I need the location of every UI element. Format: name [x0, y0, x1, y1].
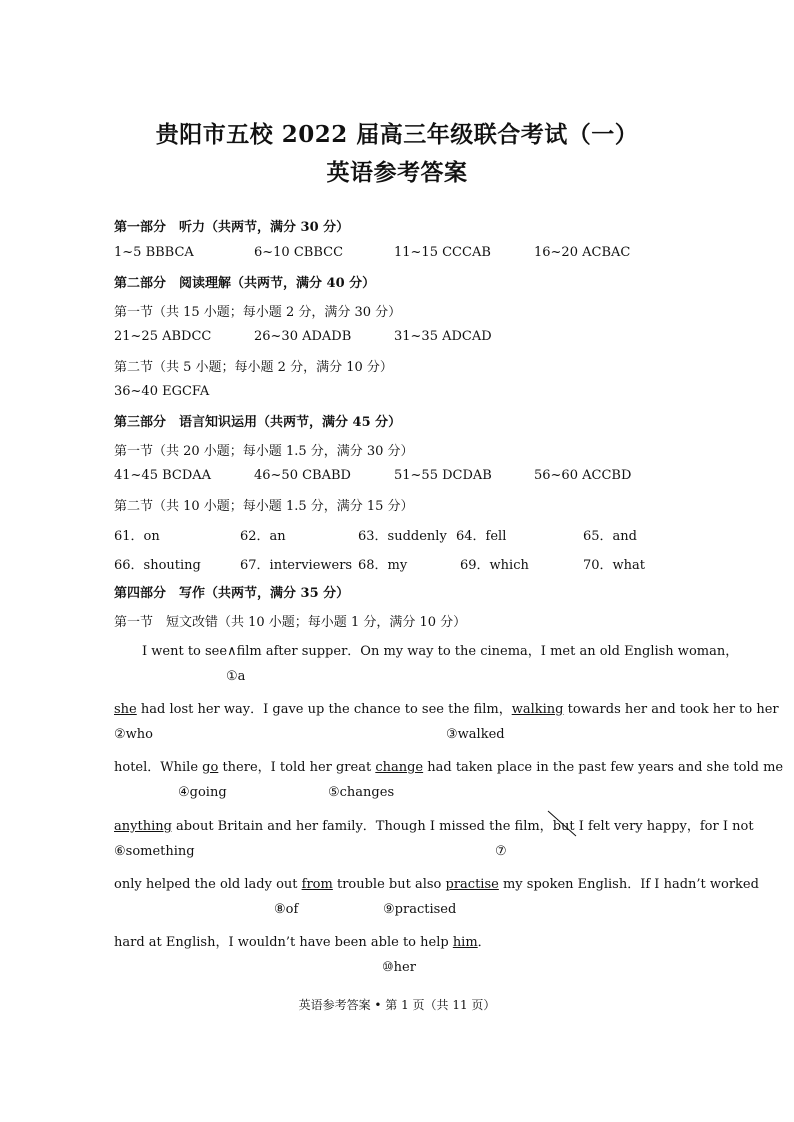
grammar-answer: 69．which [460, 558, 529, 573]
correction-1: ①a [226, 669, 246, 684]
correction-9: ⑨practised [383, 902, 457, 917]
answer-group: 11~15 CCCAB [394, 245, 491, 260]
error-word: from [301, 877, 333, 892]
part3-header: 第三部分 语言知识运用（共两节，满分 45 分） [114, 415, 402, 430]
error-word: practise [445, 877, 499, 892]
grammar-answer: 64．fell [456, 529, 507, 544]
passage-text: hotel．While [114, 760, 203, 775]
grammar-answer: 65．and [583, 529, 637, 544]
grammar-answer: 66．shouting [114, 558, 201, 573]
title-line-2: 英语参考答案 [326, 159, 468, 186]
correction-7: ⑦ [495, 844, 507, 859]
passage-text: had lost her way．I gave up the chance to see the film， [136, 702, 512, 717]
grammar-answer: 70．what [583, 558, 646, 573]
correction-10: ⑩her [382, 960, 416, 975]
passage-line-1 [142, 640, 738, 659]
passage-line-3 [114, 756, 783, 775]
passage-line-4 [114, 815, 754, 834]
answer-group: 31~35 ADCAD [394, 329, 492, 344]
grammar-answer: 61．on [114, 529, 160, 544]
correction-6: ⑥something [114, 844, 195, 859]
answer-group: 21~25 ABDCC [114, 329, 212, 344]
part2-header: 第二部分 阅读理解（共两节，满分 40 分） [114, 276, 376, 291]
correction-2: ②who [114, 727, 153, 742]
strike-mark [545, 809, 579, 839]
passage-text: I went to see [142, 644, 228, 659]
grammar-answer: 68．my [358, 558, 408, 573]
grammar-answer: 67．interviewers [240, 558, 353, 573]
grammar-answer: 63．suddenly [358, 529, 447, 544]
passage-line-5 [114, 873, 759, 892]
part3-section1: 第一节（共 20 小题；每小题 1.5 分，满分 30 分） [114, 444, 414, 459]
answer-group: 51~55 DCDAB [394, 468, 492, 483]
passage-text: film after supper．On my way to the cinema，I met an old English woman， [236, 644, 739, 659]
error-word: him [452, 935, 478, 950]
passage-text: ． [477, 935, 491, 950]
part2-section2: 第二节（共 5 小题；每小题 2 分，满分 10 分） [114, 360, 393, 375]
answer-group: 16~20 ACBAC [534, 245, 631, 260]
error-word: walking [511, 702, 564, 717]
passage-text: about Britain and her family．Though I missed the film， [171, 819, 553, 834]
passage-text: had taken place in the past few years and she told me [423, 760, 784, 775]
part1-header: 第一部分 听力（共两节，满分 30 分） [114, 220, 350, 235]
part4-section1: 第一节 短文改错（共 10 小题；每小题 1 分，满分 10 分） [114, 615, 467, 630]
correction-8: ⑧of [274, 902, 299, 917]
passage-text: my spoken English．If I hadn’t worked [498, 877, 759, 892]
grammar-answer: 62．an [240, 529, 286, 544]
page-footer: 英语参考答案 • 第 1 页（共 11 页） [298, 998, 496, 1012]
answer-group: 26~30 ADADB [254, 329, 352, 344]
deleted-word [553, 819, 575, 834]
answer-group: 36~40 EGCFA [114, 384, 210, 399]
part3-section2: 第二节（共 10 小题；每小题 1.5 分，满分 15 分） [114, 499, 414, 514]
passage-line-6 [114, 931, 491, 950]
answer-group: 1~5 BBBCA [114, 245, 194, 260]
insert-caret: ∧ [227, 644, 237, 659]
error-word: go [202, 760, 219, 775]
answer-group: 6~10 CBBCC [254, 245, 344, 260]
passage-text: hard at English，I wouldn’t have been able to help [114, 935, 453, 950]
passage-text: only helped the old lady out [114, 877, 302, 892]
answer-group: 56~60 ACCBD [534, 468, 632, 483]
title-line-1: 贵阳市五校 2022 届高三年级联合考试（一） [155, 121, 639, 148]
error-word: change [375, 760, 424, 775]
passage-line-2 [114, 698, 779, 717]
part2-section1: 第一节（共 15 小题；每小题 2 分，满分 30 分） [114, 305, 402, 320]
correction-4: ④going [178, 785, 227, 800]
passage-text: there，I told her great [218, 760, 376, 775]
error-word: anything [114, 819, 172, 834]
deleted-word-text: but [552, 819, 575, 834]
passage-text: I felt very happy，for I not [574, 819, 754, 834]
passage-text: trouble but also [332, 877, 446, 892]
correction-5: ⑤changes [328, 785, 395, 800]
answer-group: 46~50 CBABD [254, 468, 351, 483]
part4-header: 第四部分 写作（共两节，满分 35 分） [114, 586, 350, 601]
error-word: she [114, 702, 137, 717]
answer-group: 41~45 BCDAA [114, 468, 212, 483]
correction-3: ③walked [446, 727, 505, 742]
passage-text: towards her and took her to her [563, 702, 779, 717]
